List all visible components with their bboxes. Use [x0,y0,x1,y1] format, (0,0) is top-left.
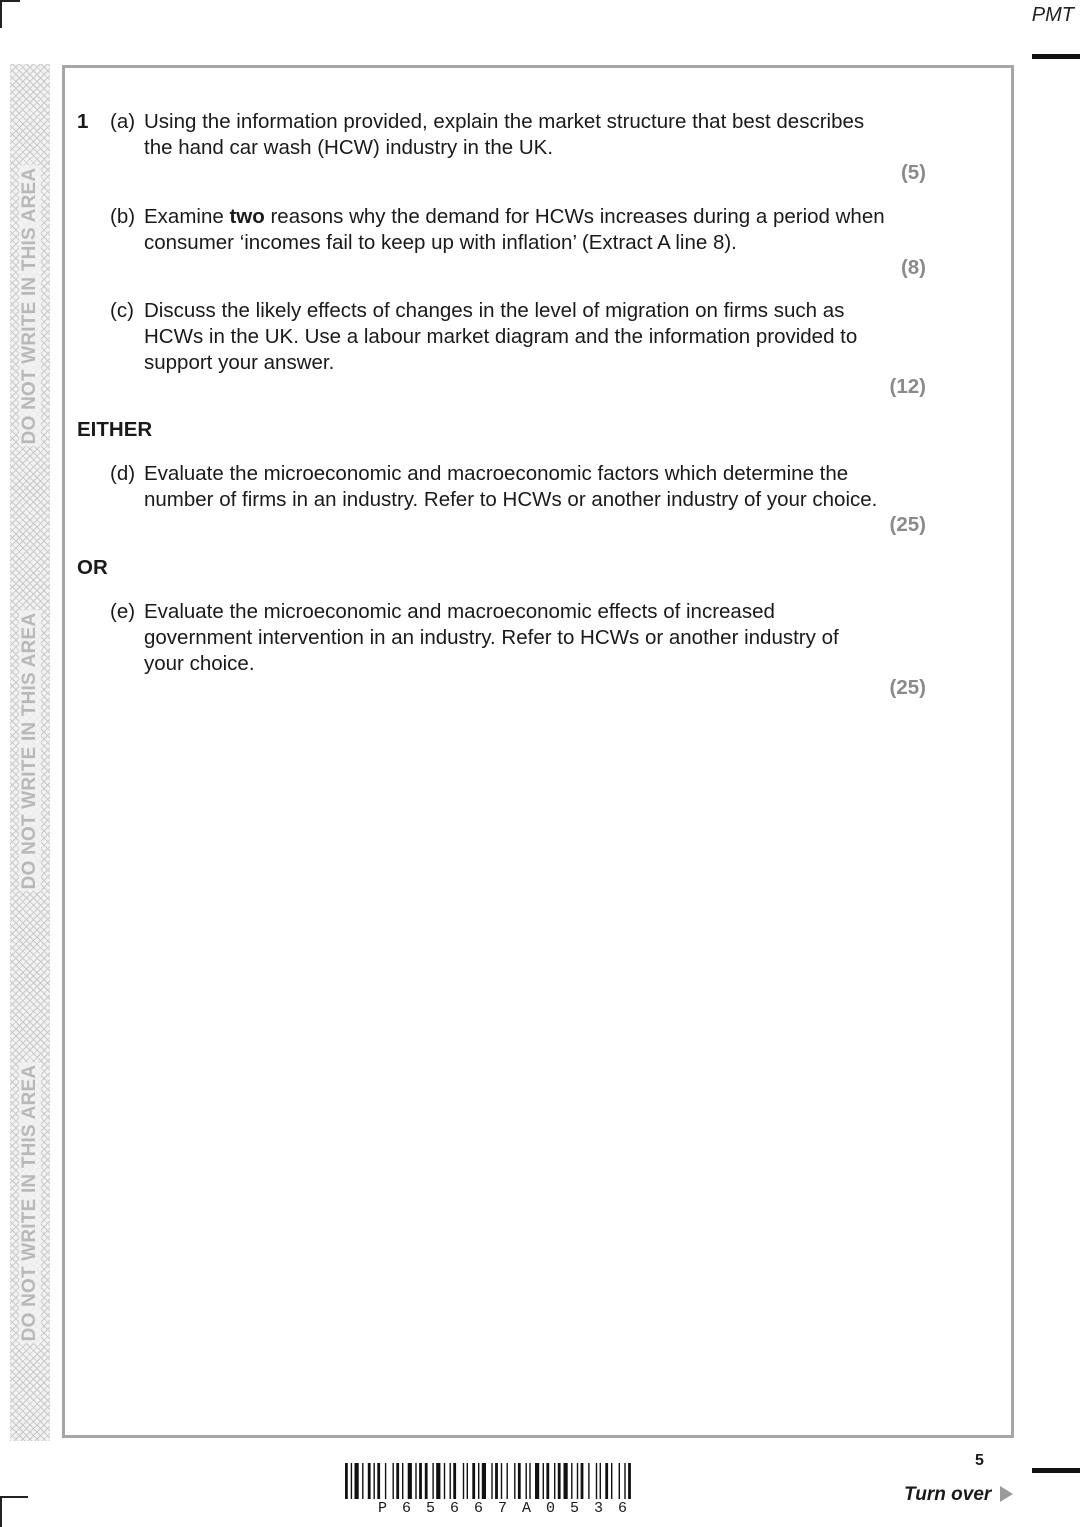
part-e-label: (e) [110,600,136,623]
corner-label: PMT [1031,4,1074,26]
part-d-label: (d) [110,462,136,485]
part-c-label: (c) [110,299,134,322]
part-a-text: Using the information provided, explain the market structure that best describes the hand car wash (HCW) industry in the UK. [144,110,865,159]
crop-mark-bottom-left-vertical [0,1496,2,1527]
barcode [345,1463,735,1499]
part-b-text: Examine two reasons why the demand for HCWs increases during a period when consumer ‘incomes fail to keep up with inflation’ (Extract A line 8). [144,205,885,254]
part-b-label: (b) [110,205,136,228]
crop-mark-top-left-vertical [0,0,2,28]
part-d-marks: (25) [889,513,926,536]
question-number: 1 [77,110,89,133]
part-c-text: Discuss the likely effects of changes in the level of migration on firms such as HCWs in the UK. Use a labour market diagram and the information provided to support your answer. [144,299,858,374]
part-c-marks: (12) [889,375,926,398]
page-number: 5 [975,1452,984,1469]
or-heading: OR [77,556,108,579]
part-e-text: Evaluate the microeconomic and macroeconomic effects of increased government intervention in an industry. Refer to HCWs or another industry of your choice. [144,600,839,675]
crop-mark-top-left [0,0,20,2]
part-e-marks: (25) [889,676,926,699]
turn-over-label: Turn over [904,1484,992,1505]
either-heading: EITHER [77,418,153,441]
part-a-label: (a) [110,110,136,133]
barcode-text: P 6 5 6 6 7 A 0 5 3 6 [378,1500,628,1517]
margin-bar-bottom [1032,1468,1080,1473]
part-b-marks: (8) [900,256,926,279]
turn-over-arrow-icon [1000,1486,1013,1502]
margin-bar-top [1032,54,1080,59]
crop-mark-bottom-left [0,1496,28,1498]
part-d-text: Evaluate the microeconomic and macroeconomic factors which determine the number of firms in an industry. Refer to HCWs or another industry of your choice. [144,462,878,511]
part-a-marks: (5) [900,161,926,184]
